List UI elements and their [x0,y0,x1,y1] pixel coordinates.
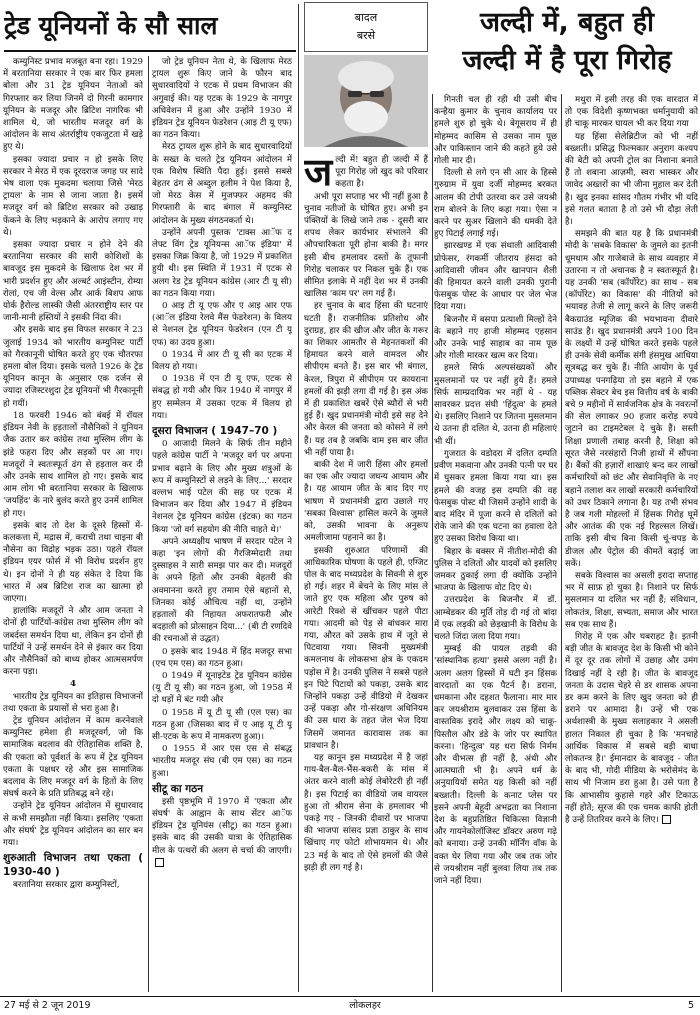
paragraph-text: गिरोह में एक और घबराहट है। इतनी बड़ी जीत के बावजूद देश के किसी भी कोने में दूर दूर तक लोगों में उछाह और उमंग दिखाई नहीं दे रही है। जीत के बावजूद जनता के उदास चेहरे से डर शासक अपना डर कम करने के लिए खुद जनता को ही डराने पर आमादा है। उन्हें भी एक अर्थशास्त्री के मुख्य सलाहकार ने असली हालत निकाल ही चुका है कि 'मनचाहे आर्थिक विकास में सबसे बड़ी बाधा लोकतन्त्र है।' ईमानदार के बावजूद - जीत के बाद भी, गोदी मीडिया के भरोसेमंद के साथ भी निजाम डरा हुआ है। उसे पता है कि आभासीय कुहासे गहरे और टिकाऊ नहीं होते; सूरज की एक चमक काफी होती है उन्हें तितरिवर करने के लिए। [565,631,698,825]
column-divider [148,56,149,992]
paragraph: हालांकि मजदूरों ने और आम जनता ने दोनों ही पार्टियों-कांग्रेस तथा मुस्लिम लीग को जबर्दस्त समर्थन दिया था, लेकिन इन दोनों ही पार्टियों ने उन्हें समर्थन देने से इंकार कर दिया और नौसैनिकों को बाध्य होकर आत्मसमर्पण करना पड़ा। [3,606,143,678]
paragraph: 0 1938 में एन टी यू एफ, एटक से संबद्ध हो गयी और फिर 1940 में नागपुर में हुए सम्मेलन में उसका एटक में विलय हो गया। [152,374,292,421]
paragraph-text: इसी पृष्ठभूमि में 1970 में 'एकता और संघर्ष' के आह्वान के साथ सेंटर आॅफ इंडियन ट्रेड यूनियंस (सीटू) का गठन हुआ। इसके बाद की उसकी यात्रा के ऐतिहासिक मील के पत्थरों की अलग से चर्चा की जाएगी। [152,796,292,856]
subheading: दूसरा विभाजन ( 1947–70 ) [152,425,278,438]
paragraph [565,631,698,826]
right-article-column-1 [434,94,557,992]
paragraph: मेरठ ट्रायल शुरू होने के बाद सुधारवादियों के सख्त के चलते ट्रेड यूनियन आंदोलन में एक विशेष स्थिति पैदा हुई। इससे सबसे बेहतर ढंग से अब्दुल हलीम ने पेश किया है, जो मेरठ केस में मुजफ्फर अहमद की गिरफ्तारी के बाद बंगाल में कम्युनिस्ट आंदोलन के मुख्य संगठनकर्ता थे। [152,142,292,226]
author-photo [304,55,428,147]
footer-rule [0,996,700,997]
column-name: बरसे [356,29,376,42]
right-article-column-2 [565,94,698,992]
paragraph: यह हिंसा सेलेब्रिटीज को भी नहीं बख्शती। प्रसिद्ध फिल्मकार अनुराग कश्यप की बेटी को अपनी ट्रोल का निशाना बनाते हैं तो शबाना आज़मी, स्वरा भास्कर और जावेद अख्तरों का भी जीना मुहाल कर देती है। खुद इनका सांसद गौतम गंभीर भी यदि इसे गलत बताता है तो उसे भी दौड़ा लेती है। [565,131,698,228]
paragraph: मुम्बई की पायल तड़वी की 'सांस्थानिक हत्या' इससे अलग नहीं है। अलग अलग हिस्सों में घटी इन हिंसक वारदातों का एक पैटर्न है। डराना, धमकाना और दहशत फैलाना। मार मार कर जयश्रीराम बुलवाकर उस हिंसा के वास्तविक इरादे और लक्ष्य को चाकू-पिस्तौल और डंडे के जोर पर स्थापित करना। 'हिन्दुत्व' यह धरा सिर्फ निर्मम और वीभत्स ही नहीं है, अंधी और आत्मघाती भी है। अपने धर्म के अनुयायियों समेत यह किसी को नहीं बख्शती। दिल्ली के कनाट प्लेस पर इसने अपनी बेहूदी अभद्रता का निशाना देश के बहुप्रतिष्ठित चिकित्सा विज्ञानी और गायनेकोलॉजिस्ट डॉक्टर अरुण गढ़े को बनाया। उन्हें उनकी मॉर्निंग वॉक के वक्त घेर लिया गया और जब तक जोर से जयश्रीराम नहीं बुलवा लिया तब तक जाने नहीं दिया। [434,644,557,886]
left-article-column-1 [3,56,143,992]
paragraph: इसकी शुरुआत परिणामों की आधिकारिक घोषणा के पहले ही, एग्जिट पोल के बाद मध्यप्रदेश के सिवनी से शुरु हो गई। शहर में बेचने के लिए मांस ले जाते हुए एक महिला और पुरुष को आरेटी रिक्शे से खींचकर पहले पीटा गया। आदमी को पेड़ से बांधकर मारा गया, औरत को उसके हाथ में जूते से पिटवाया गया। सिवनी मुख्यमंत्री कमलनाथ के लोकसभा क्षेत्र के एकदम पड़ोस में है। उनकी पुलिस ने सबसे पहले इन पिटे पिटायों को पकड़ा, उसके बाद जिन्होंने पकड़ा उन्हें वीडियो में देखकर उन्हें पकड़ा और गो-संरक्षण अधिनियम की उस धारा के तहत जेल भेज दिया जिसमें जमानत कारावास तक का प्रावधान है। [304,545,428,751]
paragraph: कम्युनिस्ट प्रभाव मजबूत बना रहा। 1929 में बरतानिया सरकार ने एक बार फिर हमला बोला और 31 ट्रेड यूनियन नेताओं को गिरफ्तार कर लिया जिनमें दो गिरनी कामगार यूनियन के मजदूर और ब्रिटिश नागरिक भी शामिल थे, जो भारतीय मजदूर वर्ग के आंदोलन के साथ अंतर्राष्ट्रीय एकजुटता में खड़े हुए थे। [3,57,143,153]
portrait-image [304,55,428,147]
paragraph: उत्तरप्रदेश के बिजनौर में डॉ. आम्बेडकर की मूर्ति तोड़ दी गई तो बांदा में एक लड़की को छेड़खानी के विरोध के चलते जिंदा जला दिया गया। [434,595,557,642]
paragraph: उन्होंने ट्रेड यूनियन आंदोलन में सुधारवाद से कभी समझौता नहीं किया। इसलिए 'एकता और संघर्ष' ट्रेड यूनियन आंदोलन का सार बन गया। [3,801,143,848]
issue-date: 27 मई से 2 जून 2019 [4,1000,91,1011]
paragraph: भारतीय ट्रेड यूनियन का इतिहास विभाजनों तथा एकता के प्रयासों से भरा हुआ है। [3,691,143,714]
paragraph: हर चुनाव के बाद हिंसा की घटनाएं घटती हैं। राजनीतिक प्रतिशोध और दुराग्रह, हार की खीज और जीत के गरूर का शिकार आमतौर से मेहनतकशों की हिमायत करने वाले वामदल और सीपीएम बनते हैं। इस बार भी बंगाल, केरल, त्रिपुरा में सीपीएम पर कायराना हमलों की झड़ी लगा दी गई है। इस अंक में ही प्रकाशित खबरें ऐसे ब्यौरों से भरी हुई हैं। खुद प्रधानमंत्री मोदी इसे सह देने और केरल की जनता को कोसने में लगे हैं। यह तब है जबकि वाम इस बार जीत भी नहीं पाया है। [304,301,428,458]
paragraph: और इसके बाद इस विफल सरकार ने 23 जुलाई 1934 को भारतीय कम्युनिस्ट पार्टी को गैरकानूनी घोषित करते हुए एक चौतरफा हमला बोल दिया। इसके चलते 1926 के ट्रेड यूनियन कानून के अनुसार एक दर्जन से ज्यादा रजिस्टरशुदा ट्रेड यूनियनों भी गैरकानूनी हो गयीं। [3,325,143,409]
paragraph: बरतानिया सरकार द्वारा कम्युनिस्टों, [13,880,120,891]
paragraph: हमले सिर्फ अल्पसंख्यकों और मुसलमानों पर पर नहीं हुये हैं। हमले सिर्फ साम्प्रदायिक भर नहीं थे - यह सावरकर प्रदत्त संघी 'हिंदुत्व' के हमले थे। इसलिए निशाने पर जितना मुसलमान थे उतना ही दलित थे, उतना ही महिलाएं भी थीं। [434,363,557,447]
paragraph: 0 आइ टी यू एफ और ए आइ आर एफ (आॅल इंडिया रेलवे मैंस फेडरेशन) के विलय से नेशनल ट्रेड यूनियन फेडरेशन (एन टी यू एफ) का उदय हुआ। [152,301,292,348]
paragraph: बिजनौर में बसपा प्रत्याशी मिल्हों देने के बहाने गए हाजी मोहम्मद एहसान और उनके भाई साहाब का नाम पूछ और गोली मारकर खत्म कर दिया। [434,314,557,362]
paragraph: इसका ज्यादा प्रचार न हो इसके लिए सरकार ने मेरठ में एक दूरदराज जगह पर सादे भेष वाला एक मुकदमा चलाया जिसे 'मेरठ ट्रायल' के नाम से जाना जाता है। इसमें मजदूर वर्ग को ब्रिटिश सरकार को उखाड़ फेंकने के लिए भड़काने के आरोप लगाए गए थे। [3,154,143,238]
paragraph: जो ट्रेड यूनियन नेता थे, के खिलाफ मेरठ ट्रायल शुरू किए जाने के फौरन बाद सुधारवादियों ने एटक में प्रथम विभाजन की अगुवाई की। यह एटक के 1929 के नागपुर अधिवेशन में हुआ और उन्होंने 1930 में इंडियन ट्रेड यूनियन फेडरेशन (आइ टी यू एफ) का गठन किया। [152,57,292,141]
right-article [434,0,700,995]
column-divider [561,94,562,992]
subheading: शुरुआती विभाजन तथा एकता ( 1930-40 ) [3,852,143,879]
right-article-title [436,4,698,84]
paragraph: 0 1934 में आर टी यू सी का एटक में विलय हो गया। [152,349,292,373]
paragraph: ल्दी में! बहुत ही जल्दी में हैं पूरा गिरोह जो खुद को परिवार कहता है। [335,155,428,190]
paragraph: बाकी देश में जारी हिंसा और हमलों का एक और ज्यादा जघन्य आयाम और है। यह आयाम जीत के बाद दिए गए भाषण में प्रधानमंत्री द्वारा उछाले गए 'सबका विश्वास' हासिल करने के जुमले को, उसकी भावना के अनुरूप अमलीजामा पहनाने का है। [304,460,428,544]
paragraph: दिल्ली से लगे एन सी आर के हिस्से गुरुग्राम में युवा दर्जी मोहम्मद बरकत आलम की टोपी उतरवा कर उसे जयश्री राम बोलने के लिए कहा गया। ऐसा न करने पर सुअर खिलाने की धमकी देते हुए पिटाई लगाई गई। [434,168,557,240]
paragraph: गुजरात के वडोदरा में दलित दम्पति प्रवीण मकवाना और उनकी पत्नी पर घर में घुसकर हमला किया गया था। इस हमले की वजह इस दम्पति की वह फेसबुक पोस्ट थी जिसमें उन्होंने शादी के बाद मंदिर में पूजा करने से दलितों को रोके जाने की एक घटना का हवाला देते हुए उसका विरोध किया था। [434,448,557,545]
end-mark-icon [662,815,671,824]
left-article-title: ट्रेड यूनियनों के सौ साल [4,11,218,40]
paragraph: 0 1955 में आर एस एस से संबद्ध भारतीय मजदूर संघ (बी एम एस) का गठन हुआ। [152,744,292,779]
paragraph: उन्होंने अपनी पुस्तक 'टाक्स आॅफ द लेफ्ट विंग ट्रेड यूनियन्स आॅफ इंडिया' में इसका जिक्र किया है, जो 1929 में प्रकाशित हुयी थी। इस स्थिति में 1931 में एटक से अलग रेड ट्रेड यूनियन कांग्रेस (आर टी यू सी) का गठन किया गया। [152,227,292,299]
title-line-2: जल्दी में है पूरा गिरोह [462,45,672,76]
paragraph: बिहार के बक्सर में नीतीश-मोदी की पुलिस ने दलितों और यादवों को इसलिए जमकर ठुकाई लगा दी क्योंकि उन्होंने भाजपा के खिलाफ वोट दिए थे। [434,546,557,594]
paragraph: समझने की बात यह है कि प्रधानमंत्री मोदी के 'सबके विकास' के जुमले का इतनी धूमधाम और गाजेबाजे के साथ व्यवहार में उतारना न तो अचानक है न स्वतःस्फूर्त है। यह उनकी 'सब (कॉर्पोरेट) का साथ - सब (कॉर्पोरेट) का विकास' की नीतियों को भयावह तेजी से लागू करने के लिए जरूरी बैकग्राउंड म्यूजिक की भयभावना दीवारे साउंड है। खुद प्रधानमंत्री अपने 100 दिन के लक्ष्यों में उन्हें घोषित करते इसके पहले ही उनके सेवी कर्मीक संगी हंसमुख आधिया सूत्रबद्ध कर चुके हैं। नीति आयोग के पूर्व उपाध्यक्ष पनगढ़िया तो इस बहाने में एक पब्लिक सेक्टर बेच इस वित्तीय वर्ष के बाकी बचे 9 महीनों में सार्वजनिक क्षेत्र के नवरत्नों की सेल लगाकर 90 हजार करोड़ रुपये जुटाने का टाइमटेबल दे चुके हैं। सस्ती शिक्षा प्रणाली तबाह करनी है, शिक्षा को सूरत जैसे नरसंहारों निजी हाथों में सौंपना है। बैंकों की हज़ारों शाखाएं बन्द कर लाखों कर्मचारियों को छंट और सेवानिवृत्ति के नए बहाने तलाश कर लाखों सरकारी कर्मचारियों को उधर ठिकाने लगाना है। यह तभी संभव है जब गली मोहल्लों में हिंसक गिरोह घूमें और आतंक की एक नई रिहल्सल लिखें। ताकि इसी बीच बिना किसी चूं-चपड़ के डीजल और पेट्रोल की कीमतें बढ़ाई जा सकें। [565,229,698,569]
paragraph: इसके बाद तो देश के दूसरे हिस्सों में-कलकत्ता में, मद्रास में, कराची तथा चाइना बी नौसेना का विद्रोह भड़क उठा। पहले रॉयल इंडियन एयर फोर्स में भी विरोध प्रदर्शन हुए थे। इन दोनों ने ही यह संकेत दे दिया कि भारत में अब ब्रिटिश राज का खात्मा हो जाएगा। [3,520,143,604]
paragraph: अभी पूरा सप्ताह भर भी नहीं हुआ है चुनाव नतीजों के घोषित हुए। अभी इन पंक्तियों के लिखे जाने तक - दूसरी बार शपथ लेकर कार्यभार संभालने की औपचारिकता पूरी होना बाकी है। मगर इसी बीच हमलावर दस्तों के तूफानी गिरोह चलाकर पर निकल चुके हैं। एक सीमित इलाके में नहीं देश भर में उनकी खालिस 'काम पर' लग गई हैं। [304,191,428,300]
paragraph: गिनती चल ही रही थी उसी बीच कन्हैया कुमार के चुनाव कार्यालय पर हमले शुरु हो चुके थे। बेगूसराय में ही मोहम्मद कासिम से उसका नाम पूछ और पाकिस्तान जाने की कहते हुये उसे गोली मार दी। [434,95,557,167]
paragraph: सबके विश्वास का असली इरादा सप्ताह भर में साफ़ हो चुका है। निशाने पर सिर्फ मुसलमान या दलित भर नहीं हैं; संविधान, लोकतंत्र, शिक्षा, सभ्यता, समाज और भारत सब एक साथ हैं। [565,570,698,630]
paragraph: 0 1958 में यू टी यू सी (एल एस) का गठन हुआ (जिसका बाद में ए आइ यू टी यू सी-एटक के रूप में नामकरण हुआ)। [152,707,292,742]
left-article [0,0,297,995]
paragraph: यह कानून इस मध्यप्रदेश में है जहां गाय-बैल-बैल-भैंस-बकरी के मांस में अंतर करने वाली कोई लेबोरेटरी ही नहीं है। इस पिटाई का वीडियो जब वायरल हुआ तो श्रीराम सेना के हमलावर भी पकड़े गए - जिनकी दीवारों पर भाजपा की भाजपा सांसद प्रज्ञा ठाकुर के साथ खिंचाए गए फोटो शोभायमान थे। और 23 मई के बाद तो ऐसे हमलों की जैसे झड़ी ही लग गई है। [304,752,428,873]
end-mark-icon [155,858,164,867]
column-divider [298,4,299,992]
section-number: 4 [70,679,76,690]
paragraph: झारखण्ड में एक संथाली आदिवासी प्रोफेसर, रंगकर्मी जीतराय हंसदा को आदिवासी जीवन और खानपान शैली की हिमायत करने वाली उनकी पुरानी फेसबुक पोस्ट के आधार पर जेल भेज दिया गया। [434,241,557,313]
title-line-1: जल्दी में, बहुत ही [479,7,655,38]
paragraph: 0 1949 में यूनाइटेड ट्रेड यूनियन कांग्रेस (यू टी यू सी) का गठन हुआ, जो 1958 में दो धड़ों में बंट गयी और [152,670,292,706]
paragraph: 0 इसके बाद 1948 में हिंद मजदूर सभा (एच एम एस) का गठन हुआ। [152,646,292,669]
paragraph: 0 आजादी मिलने के सिर्फ तीन महीने पहले कांग्रेस पार्टी ने 'मजदूर वर्ग पर अपना प्रभाव बढ़ाने के लिए और मुख्य शत्रुओं के रूप में कम्युनिस्टों से लड़ने के लिए...' सरदार वल्लभ भाई पटेल की सह पर एटक में विभाजन कर दिया और 1947 में इंडियन नेशनल ट्रेड यूनियन कांग्रेस (इंटक) का गठन किया 'जो वर्ग सहयोग की नीति चाहते थे।' [152,439,292,535]
author-name: बादल [354,11,378,24]
drop-cap: ज [304,154,333,194]
paragraph: अपने अध्यक्षीय भाषण में सरदार पटेल ने कहा 'इन लोगों की गैरजिम्मेदारी तथा दुस्साहस ने सारी समझ पार कर दी। मजदूरों के अपने हितों और उनकी बेहतरी की अवमानना करते हुए तमाम ऐसे बहानों से, जिनका कोई औचित्य नहीं था, उन्होंने हड़तालों की निहायत अफरातफरी और बदहाली को प्रोत्साहन दिया...' (बी टी रणदिवे की रचनाओं से उद्धत) [152,536,292,645]
column-header [304,2,428,52]
page-number: 5 [687,1000,694,1011]
paragraph: इसका ज्यादा प्रचार न होने देने की बरतानिया सरकार की सारी कोशिशों के बावजूद इस मुकदमे के खिलाफ देश भर में भारी प्रदर्शन हुए और अल्बर्ट आइंस्टीन, रोम्या रोलां, एच जी वेल्स और आर्क बिशप आफ योर्क हैरोल्ड लास्की जैसी अंतरराष्ट्रीय स्तर पर जानी-मानी हस्तियों ने इसकी निंदा की। [3,240,143,324]
paragraph: ट्रेड यूनियन आंदोलन में काम करनेवाले कम्युनिस्ट हमेशा ही मजदूरवर्ग, जो कि सामाजिक बदलाव की ऐतिहासिक शक्ति है, की एकता को पूर्वशर्त के रूप में ट्रेड यूनियन एकता के पक्षधर रहे और इस सामाजिक बदलाव के लिए मजदूर वर्ग के हितों के लिए संघर्ष करने के प्रति प्रतिबद्ध बने रहे। [3,715,143,800]
middle-column-body [304,154,428,992]
middle-column [300,0,430,995]
paragraph: 18 फरवरी 1946 को बंबई में रॉयल इंडियन नेवी के हड़तालों नौसैनिकों ने यूनियन जैक उतार कर कांग्रेस तथा मुस्लिम लीग के झंडे फहरा दिए और सड़कों पर आ गए। मजदूरों ने स्वतःस्फूर्त ढंग से हड़ताल कर दी और उनके साथ शामिल हो गए। इसके बाद आम लोग भी बरतानिया सरकार के खिलाफ 'जयहिंद' के नारे बुलंद करते हुए उनमें शामिल हो गए। [3,410,143,519]
paragraph [152,796,292,869]
paragraph: मथुरा में इसी तरह की एक वारदात में तो एक विदेशी कृष्णभक्त धर्मानुयायी को ही चाकू मारकर घायल भी कर दिया गया [565,95,698,130]
newspaper-name: लोकलहर [349,1000,381,1011]
subheading: सीटू का गठन [152,782,204,795]
left-article-column-2 [152,56,292,992]
column-divider [432,94,433,992]
title-rule [4,50,296,52]
